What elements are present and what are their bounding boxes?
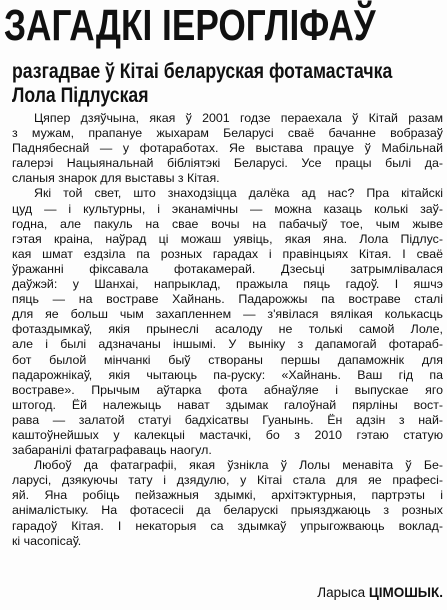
body-line: яй. Яна робіць пейзажныя здымкі, архітэктурныя, партрэты і <box>12 488 443 503</box>
body-line: Паднябеснай — у фотаработах. Яе выстава працуе ў Мабільнай <box>12 141 443 156</box>
body-line: ўражанні фіксавала фотакамерай. Дзесьці затрымлівалася <box>12 261 443 276</box>
subheadline-line: разгадвае ў Кітаі беларуская фотамастачка <box>12 60 393 83</box>
body-line: востраве». Прычым аўтарка фота абнаўляе і выпускае яго <box>12 382 443 397</box>
body-line: даўжэй: у Шанхаі, напрыклад, пражыла пяць гадоў. І яшчэ <box>12 277 443 292</box>
body-line: пяць — на востраве Хайнань. Падарожжы па востраве сталі <box>12 292 443 307</box>
body-line: з мужам, прапануе жыхарам Беларусі сваё бачанне вобразаў <box>12 126 443 141</box>
body-line: сланыя знарок для выставы з Кітая. <box>12 171 220 186</box>
author-byline <box>317 585 443 600</box>
body-line: падарожнікаў, якія чытаюць па-руску: «Хайнань. Ваш гід па <box>12 367 443 382</box>
body-line: рава — залатой статуі бадхісатвы Гуанынь. Ён адзін з най- <box>12 412 443 427</box>
body-line: гэтая краіна, наўрад ці можаш уявіць, якая яна. Лола Підлус- <box>12 231 443 246</box>
body-line: анімалістыку. На фотасесіі да беларускі прыязджаюць з розных <box>12 503 443 518</box>
body-line: цуд — і культурны, і эканамічны — можна казаць колькі заў- <box>12 201 443 216</box>
body-line: галерэі Нацыянальнай бібліятэкі Беларусі. Усе працы былі да- <box>12 156 443 171</box>
author-surname: ЦІМОШЫК. <box>368 585 443 600</box>
body-line: бот былой мінчанкі быў створаны першы дапаможнік для <box>12 352 443 367</box>
body-line: забаранілі фатаграфаваць наогул. <box>12 443 212 458</box>
body-line: кі часопісаў. <box>12 533 82 548</box>
body-line: кая шмат ездзіла па розных гарадах і правінцыях Кітая. І сваё <box>12 246 443 261</box>
article-headline: ЗАГАДКІ ІЕРОГЛІФАЎ <box>4 1 376 50</box>
body-line: але і былі адзначаны іншымі. У выніку з дапамогай фотараб- <box>12 337 443 352</box>
subheadline-line: Лола Підлуская <box>12 84 149 107</box>
author-first-name: Ларыса <box>317 585 366 600</box>
body-line: Які той свет, што знаходзіцца далёка ад нас? Пра кітайскі <box>34 186 443 201</box>
body-line: ларусі, дзякуючы тату і дзядулю, у Кітаі стала для яе прафесі- <box>12 473 443 488</box>
body-line: годна, але пакуль на свае вочы на пабачыў тое, чым жыве <box>12 216 443 231</box>
body-line: Цяпер дзяўчына, якая ў 2001 годзе пераехала ў Кітай разам <box>34 111 443 125</box>
body-line: гарадоў Кітая. І некаторыя са здымкаў упрыгожваюць воклад- <box>12 518 443 533</box>
body-line: фотаздымкаў, якія прынеслі асалоду не толькі самой Лоле, <box>12 322 443 337</box>
body-line: каштоўнейшых у калекцыі мастачкі, бо з 2010 гэтаю статую <box>12 427 443 442</box>
body-line: для яе больш чым захапленнем — з'явілася вялікая колькасць <box>12 307 443 322</box>
body-line: штогод. Ёй належыць нават здымак галоўнай пярліны вост- <box>12 397 443 412</box>
article-subheadline <box>12 60 442 108</box>
body-line: Любоў да фатаграфіі, якая ўзнікла ў Лолы менавіта ў Бе- <box>34 458 443 473</box>
article-body <box>12 111 443 549</box>
